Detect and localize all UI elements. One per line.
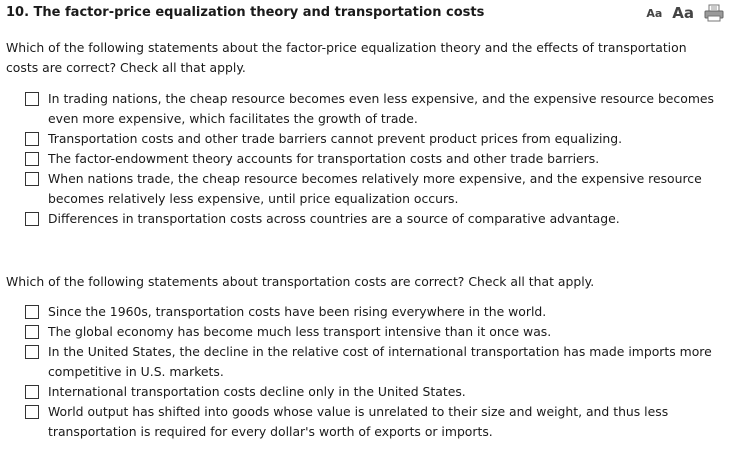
question-1-prompt: Which of the following statements about the factor-price equalization theory and the effects of transportation costs are correct? Check all that apply. <box>6 40 687 75</box>
option-row[interactable] <box>25 382 715 402</box>
option-row[interactable] <box>25 402 715 442</box>
option-checkbox[interactable] <box>25 405 39 419</box>
option-label: When nations trade, the cheap resource becomes relatively more expensive, and the expensive resource becomes relatively less expensive, until price equalization occurs. <box>48 171 702 206</box>
option-checkbox[interactable] <box>25 325 39 339</box>
option-checkbox[interactable] <box>25 92 39 106</box>
text-size-small-button[interactable]: Aa <box>646 6 663 20</box>
option-label: The factor-endowment theory accounts for transportation costs and other trade barriers. <box>48 151 600 166</box>
option-row[interactable] <box>25 129 715 149</box>
option-row[interactable] <box>25 89 715 129</box>
question-2-prompt: Which of the following statements about transportation costs are correct? Check all that apply. <box>6 274 595 289</box>
question-1-options <box>25 89 715 229</box>
option-row[interactable] <box>25 342 715 382</box>
text-size-large-button[interactable]: Aa <box>672 4 694 22</box>
question-2-options <box>25 302 715 442</box>
option-label: The global economy has become much less transport intensive than it once was. <box>48 324 552 339</box>
option-label: International transportation costs decline only in the United States. <box>48 384 466 399</box>
option-checkbox[interactable] <box>25 345 39 359</box>
option-row[interactable] <box>25 209 715 229</box>
option-row[interactable] <box>25 149 715 169</box>
option-checkbox[interactable] <box>25 172 39 186</box>
option-row[interactable] <box>25 322 715 342</box>
option-checkbox[interactable] <box>25 305 39 319</box>
toolbar <box>646 2 724 24</box>
option-checkbox[interactable] <box>25 152 39 166</box>
option-checkbox[interactable] <box>25 132 39 146</box>
option-label: Since the 1960s, transportation costs have been rising everywhere in the world. <box>48 304 547 319</box>
option-checkbox[interactable] <box>25 385 39 399</box>
option-label: Transportation costs and other trade barriers cannot prevent product prices from equalizing. <box>48 131 623 146</box>
option-label: In trading nations, the cheap resource becomes even less expensive, and the expensive resource becomes even more expensive, which facilitates the growth of trade. <box>48 91 714 126</box>
option-label: In the United States, the decline in the relative cost of international transportation has made imports more competitive in U.S. markets. <box>48 344 712 379</box>
option-label: World output has shifted into goods whose value is unrelated to their size and weight, and thus less transportation is required for every dollar's worth of exports or imports. <box>48 404 669 439</box>
option-label: Differences in transportation costs across countries are a source of comparative advantage. <box>48 211 620 226</box>
printer-icon[interactable] <box>704 4 724 22</box>
question-title: 10. The factor-price equalization theory and transportation costs <box>6 5 485 20</box>
option-checkbox[interactable] <box>25 212 39 226</box>
option-row[interactable] <box>25 302 715 322</box>
option-row[interactable] <box>25 169 715 209</box>
